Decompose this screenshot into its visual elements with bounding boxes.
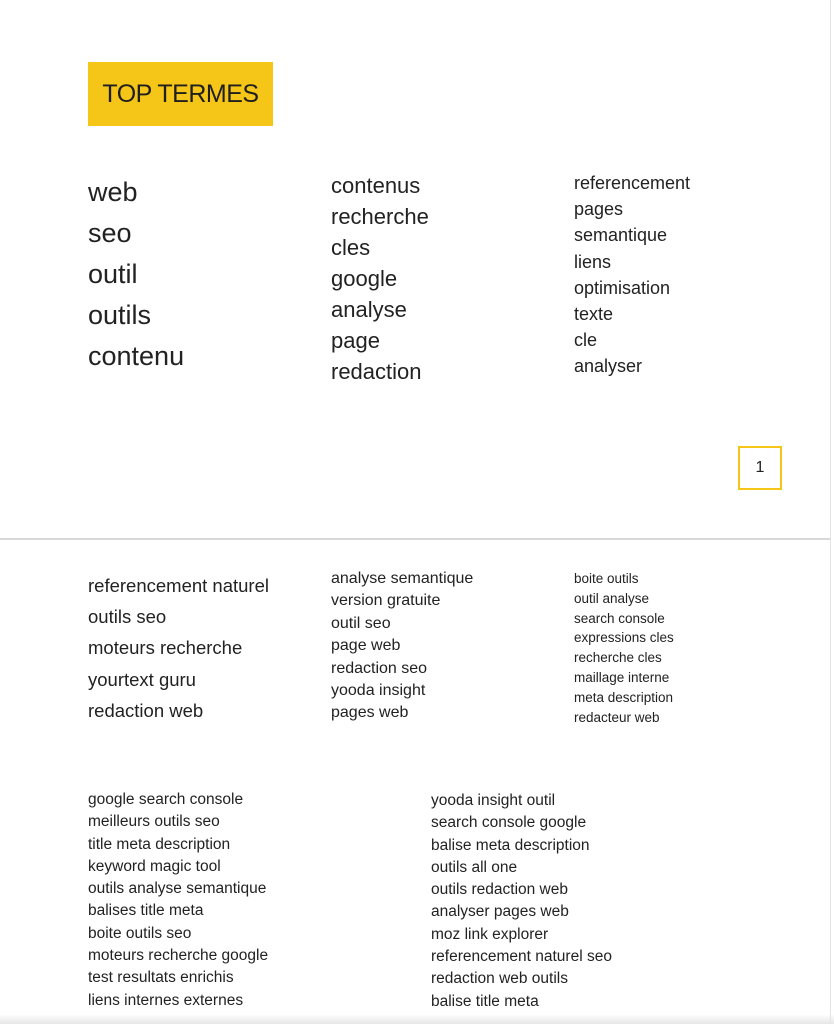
term-item: pages: [574, 199, 624, 220]
term-item: outil: [88, 259, 138, 289]
bottom-edge-shadow: [0, 1014, 834, 1024]
term-item: search console google: [431, 814, 587, 832]
term-item: boite outils seo: [88, 924, 192, 942]
term-item: balise meta description: [431, 836, 590, 854]
term-item: meta description: [574, 689, 674, 705]
term-item: seo: [88, 218, 132, 248]
term-item: contenu: [88, 341, 185, 371]
three-word-terms-column-2: [431, 790, 612, 1013]
term-item: redacteur web: [574, 709, 660, 725]
term-item: analyse semantique: [331, 570, 474, 587]
top-terms-column-1: [88, 172, 184, 377]
term-item: balises title meta: [88, 902, 204, 920]
term-item: web: [88, 177, 138, 207]
term-item: liens: [574, 251, 612, 272]
term-item: meilleurs outils seo: [88, 813, 220, 831]
term-item: referencement naturel: [88, 575, 269, 596]
term-item: yooda insight outil: [431, 792, 556, 809]
term-item: liens internes externes: [88, 991, 244, 1009]
page-divider: [0, 538, 830, 540]
term-item: redaction web outils: [431, 970, 568, 988]
term-item: title meta description: [88, 835, 231, 853]
term-item: outils redaction web: [431, 881, 568, 899]
term-item: version gratuite: [331, 592, 441, 610]
term-item: analyser: [574, 356, 643, 377]
term-item: redaction: [331, 359, 422, 384]
term-item: optimisation: [574, 277, 671, 298]
term-item: outils: [88, 300, 152, 330]
term-item: referencement: [574, 173, 691, 193]
term-item: semantique: [574, 225, 668, 246]
term-item: moz link explorer: [431, 925, 549, 943]
three-word-terms-column-1: [88, 789, 268, 1012]
term-item: cle: [574, 330, 598, 351]
term-item: google: [331, 266, 398, 291]
term-item: moteurs recherche google: [88, 947, 269, 965]
two-word-terms-column-2: [331, 568, 473, 725]
top-terms-column-2: [331, 170, 429, 387]
term-item: recherche cles: [574, 650, 662, 666]
term-item: expressions cles: [574, 630, 674, 646]
term-item: page: [331, 328, 380, 353]
top-terms-header: [88, 62, 273, 126]
term-item: outil seo: [331, 614, 391, 632]
term-item: outils all one: [431, 858, 518, 876]
term-item: keyword magic tool: [88, 857, 221, 875]
term-item: pages web: [331, 704, 409, 722]
term-item: cles: [331, 235, 371, 260]
term-item: page web: [331, 637, 401, 655]
term-item: maillage interne: [574, 669, 670, 685]
term-item: analyser pages web: [431, 903, 569, 921]
term-item: redaction web: [88, 699, 204, 721]
top-terms-column-3: [574, 170, 690, 380]
term-item: outils analyse semantique: [88, 880, 267, 898]
term-item: boite outils: [574, 571, 639, 586]
page-title: TOP TERMES: [102, 79, 259, 108]
term-item: referencement naturel seo: [431, 948, 612, 966]
page-number-badge: 1: [738, 446, 782, 490]
term-item: outils seo: [88, 606, 167, 628]
term-item: search console: [574, 610, 665, 626]
term-item: balise title meta: [431, 992, 539, 1010]
term-item: texte: [574, 304, 614, 325]
term-item: google search console: [88, 791, 244, 808]
term-item: yourtext guru: [88, 668, 196, 690]
term-item: analyse: [331, 297, 407, 322]
two-word-terms-column-3: [574, 569, 674, 727]
term-item: recherche: [331, 204, 429, 229]
term-item: yooda insight: [331, 682, 426, 700]
term-item: outil analyse: [574, 590, 650, 606]
term-item: contenus: [331, 173, 421, 198]
two-word-terms-column-1: [88, 570, 269, 726]
term-item: moteurs recherche: [88, 637, 243, 659]
term-item: test resultats enrichis: [88, 969, 234, 987]
term-item: redaction seo: [331, 659, 428, 677]
